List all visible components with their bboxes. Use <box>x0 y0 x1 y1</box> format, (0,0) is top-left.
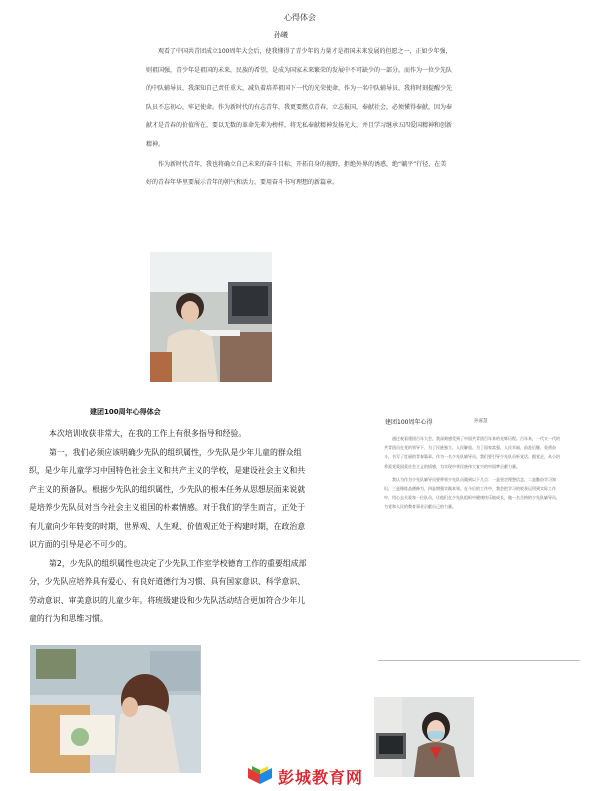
site-logo-text: 彭城教育网 <box>278 767 364 787</box>
photo-teacher-writing <box>30 645 201 773</box>
doc3-body <box>384 434 560 516</box>
doc3-paragraph: 通过观看建团百年大会，我深刻感受到了中国共青团百年来的光辉历程。百年来，一代又一代的共青团员在党的领导下，为了民族独立、人民解放，为了国家富强、人民幸福，前赴后继、英勇奋斗，书写了壮丽的青春篇章。作为一名少先队辅导员，我们要引导少先队员听党话、跟党走，从小培养爱党爱国爱社会主义的情感，为实现中华民族伟大复兴的中国梦贡献力量。 <box>384 436 560 469</box>
doc1-paragraph: 作为新时代青年，我也将确立自己未来的奋斗目标，开拓自身的视野，拒绝外界的诱惑，绝“躺平”行径，在美好的青春年华里要展示青年的朝气和活力，要用奋斗书写理想的新篇章。 <box>146 160 447 187</box>
photo-teacher-with-mask <box>374 697 474 777</box>
doc3-title: 建团100周年心得 <box>385 419 433 426</box>
doc3-author: 孙嘉慧 <box>474 419 488 424</box>
photo-teacher-at-desk-illustration <box>150 252 272 382</box>
doc2-paragraph: 第2，少先队的组织属性也决定了少先队工作室学校德育工作的重要组成部分，少先队应培养具有爱心、有良好道德行为习惯、具有国家意识、科学意识、劳动意识、审美意识的儿童少年。将班级建设和少先队活动结合更加符合少年儿童的行为和思维习惯。 <box>29 558 307 623</box>
photo-teacher-with-mask-illustration <box>374 697 474 777</box>
doc2-paragraph: 第一，我们必须应该明确少先队的组织属性，少先队是少年儿童的群众组织，是少年儿童学习中国特色社会主义和共产主义的学校，是建设社会主义和共产主义的预备队。根据少先队的组织属性，少先队的根本任务从思想层面来说就是培养少先队员对当今社会主义祖国的朴素情感。对于我们的学生而言，正处于有儿童向少年转变的时期，世界观、人生观、价值观正处于构建时期，在政治意识方面的引导是必不可少的。 <box>29 447 306 549</box>
doc2-paragraph: 本次培训收获非常大，在我的工作上有很多指导和经验。 <box>49 429 247 438</box>
photo-teacher-at-desk <box>150 252 272 382</box>
site-logo[interactable] <box>246 763 363 789</box>
book-logo-icon <box>246 764 274 788</box>
photo-teacher-writing-illustration <box>30 645 201 773</box>
doc1-title: 心得体会 <box>284 13 316 22</box>
doc1-body <box>146 43 452 194</box>
doc3-paragraph: 我认为作为少先队辅导员要带领少先队员做到以下几点：一是坚定理想信念，二是勤奋学习知识，三是锤炼品德修为，四是增强实践本领。在今后的工作中，我会把学习的收获运用到实际工作中，用心去关爱每一位队员，让他们在少先队组织中健康快乐地成长，做一名合格的少先队辅导员，为党和人民的教育事业贡献自己的力量。 <box>384 476 560 510</box>
doc2-body <box>29 425 312 629</box>
doc2-title: 建团100周年心得体会 <box>90 408 161 416</box>
doc1-paragraph: 观看了中国共青团成立100周年大会后，使我懂得了青少年的力量才是祖国未来发展的但愿之一，正如少年强，则祖国强，青少年是祖国的未来，民族的希望，是成为国家未来繁荣的发展中不可缺少的一部分。而作为一位少先队的中队辅导员，我深知自己责任重大，减负着培养祖国下一代的光荣使命，作为一名中队辅导员，我将时刻提醒少先队员不忘初心，牢记使命。作为新时代的有志青年，我更要燃点青春，立志报国，奉献社会，必须懂得奉献，因为奉献才是青春的价值所在，要以无数的革命先辈为榜样，将无私奉献精神发扬光大，并且学习继承五四爱国精神和创新精神。 <box>146 48 453 148</box>
doc1-author: 孙曦 <box>274 31 288 39</box>
doc3-divider <box>378 660 580 661</box>
